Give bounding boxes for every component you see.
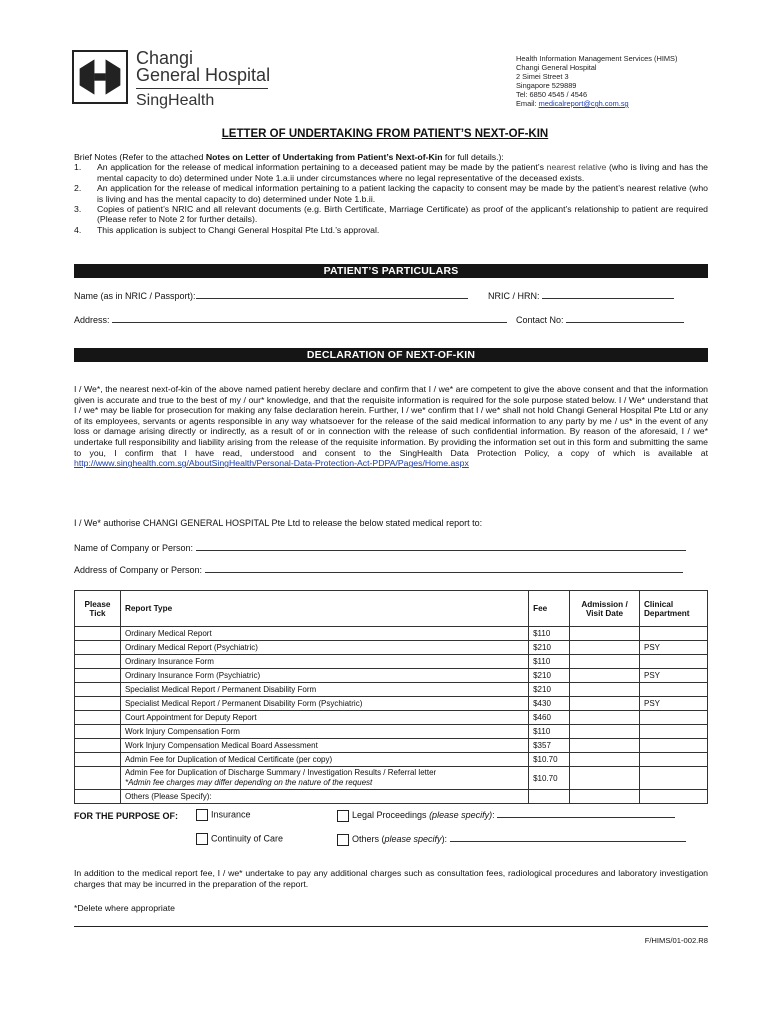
table-row: Admin Fee for Duplication of Discharge Summary / Investigation Results / Referral letter *Admin fee charges may differ depending on the nature of the request $10.70	[75, 767, 708, 790]
others-checkbox[interactable]	[337, 834, 349, 846]
table-row: Specialist Medical Report / Permanent Disability Form $210	[75, 683, 708, 697]
tick-cell[interactable]	[75, 753, 121, 767]
note-item: 2. An application for the release of medical information pertaining to a patient lacking the capacity to consent may be made by the patient’s nearest relative (who is living and has the mental capacity to do) determined under Note 1.b.ii.	[74, 183, 708, 204]
insurance-checkbox[interactable]	[196, 809, 208, 821]
table-row: Ordinary Medical Report (Psychiatric) $210 PSY	[75, 641, 708, 655]
tick-cell[interactable]	[75, 641, 121, 655]
table-header-row	[75, 591, 708, 627]
tick-cell[interactable]	[75, 725, 121, 739]
contact-row: Contact No:	[516, 314, 684, 325]
page-title: LETTER OF UNDERTAKING FROM PATIENT’S NEXT-OF-KIN	[221, 128, 549, 140]
company-address-field[interactable]	[205, 564, 683, 573]
tick-cell[interactable]	[75, 669, 121, 683]
continuity-checkbox[interactable]	[196, 833, 208, 845]
authorise-statement: I / We* authorise CHANGI GENERAL HOSPITAL Pte Ltd to release the below stated medical report to:	[74, 518, 483, 528]
notes-intro: Brief Notes (Refer to the attached Notes on Letter of Undertaking from Patient’s Next-of-Kin for full details.):	[74, 152, 504, 162]
table-row: Work Injury Compensation Medical Board Assessment $357	[75, 739, 708, 753]
email-link[interactable]: medicalreport@cgh.com.sg	[538, 99, 629, 108]
tick-cell[interactable]	[75, 767, 121, 790]
nric-row: NRIC / HRN:	[488, 290, 674, 301]
address-row: Address:	[74, 314, 507, 325]
header-fee: Fee	[529, 591, 570, 627]
header-please-tick: Please Tick	[75, 591, 121, 627]
address-field[interactable]	[112, 314, 507, 323]
logo-singhealth: SingHealth	[136, 92, 215, 109]
footer-divider	[74, 926, 708, 927]
purpose-continuity: Continuity of Care	[196, 833, 283, 845]
table-row: Ordinary Medical Report $110	[75, 627, 708, 641]
note-item: 4. This application is subject to Changi General Hospital Pte Ltd.’s approval.	[74, 224, 380, 235]
patient-particulars-banner: PATIENT’S PARTICULARS	[74, 264, 708, 278]
form-code: F/HIMS/01-002.R8	[644, 936, 708, 945]
report-type-table	[74, 590, 708, 804]
brief-notes	[74, 152, 708, 235]
purpose-legal: Legal Proceedings (please specify):	[337, 809, 675, 822]
legal-checkbox[interactable]	[337, 810, 349, 822]
nric-field[interactable]	[542, 290, 674, 299]
header-clinical-dept: Clinical Department	[640, 591, 708, 627]
purpose-others: Others (please specify):	[337, 833, 686, 846]
company-name-row: Name of Company or Person:	[74, 542, 686, 553]
tick-cell[interactable]	[75, 739, 121, 753]
contact-field[interactable]	[566, 314, 684, 323]
logo-wordmark: Changi General Hospital	[136, 48, 271, 85]
tick-cell[interactable]	[75, 697, 121, 711]
note-item: 3. Copies of patient’s NRIC and all relevant documents (e.g. Birth Certificate, Marriage Certificate) as proof of the applicant’s relationship to patient are required (Please refer to Note 2 for further details).	[74, 204, 708, 225]
logo-mark-icon	[72, 50, 128, 104]
table-row: Work Injury Compensation Form $110	[75, 725, 708, 739]
tick-cell[interactable]	[75, 790, 121, 804]
table-row: Specialist Medical Report / Permanent Disability Form (Psychiatric) $430 PSY	[75, 697, 708, 711]
hospital-logo	[72, 50, 272, 110]
patient-name-row: Name (as in NRIC / Passport):	[74, 290, 468, 301]
tick-cell[interactable]	[75, 711, 121, 725]
tick-cell[interactable]	[75, 655, 121, 669]
patient-name-field[interactable]	[196, 290, 468, 299]
tick-cell[interactable]	[75, 627, 121, 641]
declaration-text: I / We*, the nearest next-of-kin of the above named patient hereby declare and confirm that I / we* are competent to give the above consent and that the information given is accurate and true to the best of my / our* knowledge, and that the requisite information is required for the sole purpose stated below. I / We* understand that I / we* may be liable for prosecution for making any false declaration herein. Further, I / we* confirm that I / we* shall not hold Changi General Hospital Pte Ltd or any of its employees, servants or agents responsible in any way whatsoever for the release of the said medical information to any party by me / us* in the event of any loss or damage arising directly or indirectly, as a result of or in connection with the release of such confidential information. By reason of the aforesaid, I / we* undertake full responsibility and liability arising from the release of the requisite information. By providing the information set out in this form and submitting the same to you, I confirm that I have read, understood and consent to the SingHealth Data Protection Policy, a copy of which is available at http://www.singhealth.com.sg/AboutSingHealth/Personal-Data-Protection-Act-PDPA/Pages/Home.aspx	[74, 384, 708, 469]
table-row: Court Appointment for Deputy Report $460	[75, 711, 708, 725]
table-row-others: Others (Please Specify):	[75, 790, 708, 804]
pdpa-link[interactable]: http://www.singhealth.com.sg/AboutSingHealth/Personal-Data-Protection-Act-PDPA/Pages/Home.aspx	[74, 458, 469, 469]
declaration-banner: DECLARATION OF NEXT-OF-KIN	[74, 348, 708, 362]
company-name-field[interactable]	[196, 542, 686, 551]
hims-contact-block: Health Information Management Services (HIMS) Changi General Hospital 2 Simei Street 3 Singapore 529889 Tel: 6850 4545 / 4546 Email: medicalreport@cgh.com.sg	[516, 54, 678, 108]
additional-charges-text: In addition to the medical report fee, I / we* undertake to pay any additional charges such as consultation fees, radiological procedures and laboratory investigation charges that may be incurred in the preparation of the report.	[74, 868, 708, 889]
purpose-label: FOR THE PURPOSE OF:	[74, 811, 179, 821]
delete-footnote: *Delete where appropriate	[74, 903, 175, 913]
purpose-insurance: Insurance	[196, 809, 251, 821]
table-row: Ordinary Insurance Form (Psychiatric) $210 PSY	[75, 669, 708, 683]
tick-cell[interactable]	[75, 683, 121, 697]
company-address-row: Address of Company or Person:	[74, 564, 683, 575]
legal-specify-field[interactable]	[497, 809, 675, 818]
table-row: Admin Fee for Duplication of Medical Certificate (per copy) $10.70	[75, 753, 708, 767]
header-admission-date: Admission / Visit Date	[570, 591, 640, 627]
others-specify-field[interactable]	[450, 833, 686, 842]
table-row: Ordinary Insurance Form $110	[75, 655, 708, 669]
note-item: 1. An application for the release of medical information pertaining to a deceased patient may be made by the patient’s nearest relative (who is living and has the mental capacity to do) determined under Note 1.a.ii under circumstances where no legal representative of the deceased exists.	[74, 162, 708, 183]
header-report-type: Report Type	[120, 591, 528, 627]
